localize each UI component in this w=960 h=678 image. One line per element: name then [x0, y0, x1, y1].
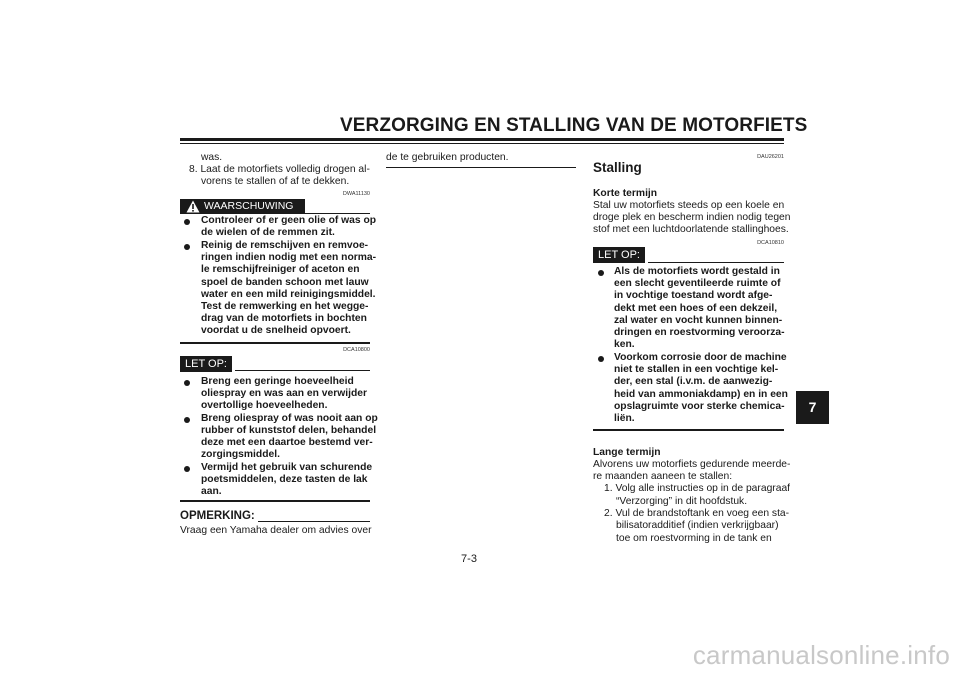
section-heading: Stalling — [593, 160, 642, 175]
caution-item-line: Breng oliespray of was nooit aan op — [201, 413, 378, 424]
caution-item-line: der, een stal (i.v.m. de aanwezig- — [614, 376, 773, 387]
step-line: 2. Vul de brandstoftank en voeg een sta- — [604, 508, 790, 519]
caution-item-line: liën. — [614, 413, 635, 424]
header-rule — [180, 138, 784, 141]
bullet-icon — [598, 270, 604, 276]
bullet-icon — [184, 417, 190, 423]
caution-label: LET OP: — [593, 247, 645, 263]
caution-item-line: aan. — [201, 486, 222, 497]
warning-item-line: Test de remwerking en het wegge- — [201, 301, 369, 312]
intro-line: vorens te stallen of af te dekken. — [201, 176, 350, 187]
caution-item-line: opslagruimte voor sterke chemica- — [614, 401, 785, 412]
note-end-rule — [386, 167, 576, 168]
caution-item-line: overtollige hoeveelheden. — [201, 400, 328, 411]
paragraph-line: Alvorens uw motorfiets gedurende meerde- — [593, 459, 791, 470]
step-line: toe om roestvorming in de tank en — [616, 533, 772, 544]
watermark: carmanualsonline.info — [692, 640, 950, 670]
page-title: VERZORGING EN STALLING VAN DE MOTORFIETS — [340, 115, 808, 136]
note-label: OPMERKING: — [180, 510, 255, 522]
step-line: “Verzorging” in dit hoofdstuk. — [616, 496, 748, 507]
note-text: Vraag een Yamaha dealer om advies over — [180, 525, 372, 536]
warning-label-box — [180, 199, 305, 214]
paragraph-line: droge plek en bescherm indien nodig tegen — [593, 212, 791, 223]
warning-item-line: water en een mild reinigingsmiddel. — [201, 289, 376, 300]
caution-item-line: niet te stallen in een vochtige kel- — [614, 364, 779, 375]
warning-item-line: le remschijfreiniger of aceton en — [201, 264, 360, 275]
paragraph-line: Stal uw motorfiets steeds op een koele en — [593, 200, 785, 211]
header-rule-thin — [180, 143, 784, 144]
caution-code: DCA10810 — [757, 240, 784, 246]
caution-item-line: een slecht geventileerde ruimte of — [614, 278, 781, 289]
warning-item-line: Controleer of er geen olie of was op — [201, 215, 377, 226]
caution-item-line: dringen en roestvorming veroorza- — [614, 327, 785, 338]
paragraph-line: re maanden aaneen te stallen: — [593, 471, 733, 482]
caution-item-line: Vermijd het gebruik van schurende — [201, 462, 373, 473]
warning-rule — [305, 213, 370, 214]
page-number: 7-3 — [461, 553, 477, 565]
caution-item-line: Breng een geringe hoeveelheid — [201, 376, 354, 387]
warning-code: DWA11130 — [342, 191, 370, 197]
caution-item-line: in vochtige toestand wordt afge- — [614, 290, 773, 301]
caution-code: DCA10800 — [343, 347, 370, 353]
caution-label: LET OP: — [180, 356, 232, 372]
caution-item-line: rubber of kunststof delen, behandel — [201, 425, 377, 436]
note-continuation: de te gebruiken producten. — [386, 152, 509, 163]
warning-item-line: de wielen of de remmen zit. — [201, 227, 335, 238]
note-rule — [258, 521, 370, 522]
caution-end-rule — [180, 500, 370, 502]
caution-item-line: dekt met een hoes of een dekzeil, — [614, 303, 778, 314]
bullet-icon — [184, 244, 190, 250]
warning-end-rule — [180, 342, 370, 344]
caution-item-line: zal water en vocht kunnen binnen- — [614, 315, 783, 326]
warning-label: WAARSCHUWING — [204, 200, 294, 212]
caution-item-line: Als de motorfiets wordt gestald in — [614, 266, 780, 277]
bullet-icon — [184, 380, 190, 386]
warning-icon — [186, 200, 200, 218]
warning-item-line: drag van de motorfiets in bochten — [201, 313, 367, 324]
bullet-icon — [184, 219, 190, 225]
warning-item-line: spoel de banden schoon met lauw — [201, 277, 369, 288]
caution-item-line: deze met een daartoe bestemd ver- — [201, 437, 373, 448]
caution-item-line: ken. — [614, 339, 635, 350]
caution-item-line: heid van ammoniakdamp) en in een — [614, 389, 788, 400]
section-code: DAU26201 — [757, 154, 784, 160]
caution-rule — [648, 262, 784, 263]
warning-item-line: voordat u de snelheid opvoert. — [201, 325, 351, 336]
warning-item-line: Reinig de remschijven en remvoe- — [201, 240, 369, 251]
caution-item-line: Voorkom corrosie door de machine — [614, 352, 787, 363]
warning-item-line: ringen indien nodig met een norma- — [201, 252, 377, 263]
intro-line: was. — [201, 152, 223, 163]
caution-rule — [235, 370, 370, 371]
paragraph-line: stof met een luchtdoorlatende stallinghoes. — [593, 224, 789, 235]
subheading-short-term: Korte termijn — [593, 188, 658, 199]
bullet-icon — [184, 466, 190, 472]
caution-item-line: oliespray en was aan en verwijder — [201, 388, 367, 399]
step-line: 1. Volg alle instructies op in de paragraaf — [604, 483, 791, 494]
caution-end-rule — [593, 429, 784, 431]
intro-line: 8. Laat de motorfiets volledig drogen al- — [189, 164, 370, 175]
chapter-tab: 7 — [796, 391, 829, 424]
step-line: bilisatoradditief (indien verkrijgbaar) — [616, 520, 779, 531]
caution-item-line: poetsmiddelen, deze tasten de lak — [201, 474, 368, 485]
caution-item-line: zorgingsmiddel. — [201, 449, 280, 460]
subheading-long-term: Lange termijn — [593, 447, 661, 458]
bullet-icon — [598, 356, 604, 362]
